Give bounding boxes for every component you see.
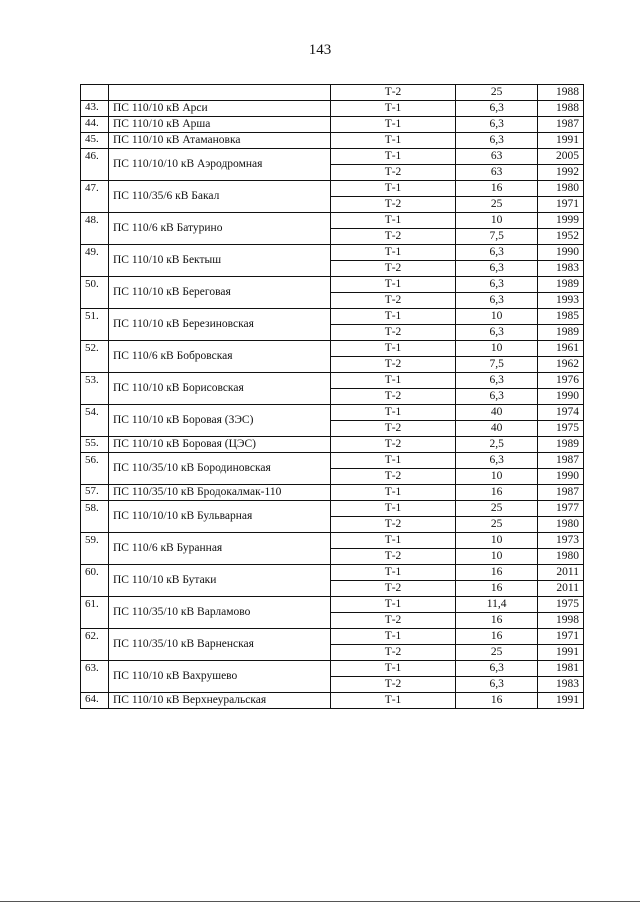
power-cell: 10: [456, 213, 538, 229]
transformer-cell: Т-2: [330, 517, 456, 533]
power-cell: 25: [456, 85, 538, 101]
year-cell: 1991: [538, 133, 584, 149]
year-cell: 2011: [538, 565, 584, 581]
table-row: [81, 133, 584, 149]
substation-name-cell: ПС 110/10 кВ Береговая: [108, 277, 330, 309]
table-row: [81, 149, 584, 165]
year-cell: 2005: [538, 149, 584, 165]
year-cell: 1988: [538, 101, 584, 117]
substation-name-cell: ПС 110/35/10 кВ Варненская: [108, 629, 330, 661]
transformer-cell: Т-2: [330, 357, 456, 373]
row-number-cell: 52.: [81, 341, 109, 373]
year-cell: 1971: [538, 197, 584, 213]
transformer-cell: Т-1: [330, 597, 456, 613]
row-number-cell: 63.: [81, 661, 109, 693]
power-cell: 6,3: [456, 261, 538, 277]
page-number: 143: [308, 42, 332, 58]
year-cell: 1987: [538, 117, 584, 133]
transformer-cell: Т-1: [330, 133, 456, 149]
substation-name-cell: ПС 110/10 кВ Атамановка: [108, 133, 330, 149]
power-cell: 10: [456, 341, 538, 357]
table-row: [81, 485, 584, 501]
row-number-cell: 53.: [81, 373, 109, 405]
transformer-cell: Т-1: [330, 485, 456, 501]
power-cell: 6,3: [456, 245, 538, 261]
power-cell: 10: [456, 309, 538, 325]
transformer-cell: Т-1: [330, 453, 456, 469]
transformer-cell: Т-1: [330, 661, 456, 677]
substation-name-cell: ПС 110/10 кВ Борисовская: [108, 373, 330, 405]
substation-name-cell: ПС 110/35/10 кВ Варламово: [108, 597, 330, 629]
substation-name-cell: ПС 110/10 кВ Верхнеуральская: [108, 693, 330, 709]
substation-name-cell: ПС 110/35/10 кВ Бородиновская: [108, 453, 330, 485]
transformer-cell: Т-1: [330, 277, 456, 293]
table-row: [81, 437, 584, 453]
page-bottom-edge: [0, 901, 640, 902]
transformer-cell: Т-1: [330, 629, 456, 645]
row-number-cell: 47.: [81, 181, 109, 213]
power-cell: 40: [456, 421, 538, 437]
year-cell: 1989: [538, 325, 584, 341]
table-body: [81, 85, 584, 709]
power-cell: 10: [456, 469, 538, 485]
substation-name-cell: ПС 110/6 кВ Буранная: [108, 533, 330, 565]
transformer-cell: Т-1: [330, 373, 456, 389]
transformer-cell: Т-2: [330, 421, 456, 437]
power-cell: 6,3: [456, 373, 538, 389]
year-cell: 1973: [538, 533, 584, 549]
year-cell: 1962: [538, 357, 584, 373]
transformer-cell: Т-2: [330, 581, 456, 597]
year-cell: 1983: [538, 677, 584, 693]
transformer-cell: Т-1: [330, 693, 456, 709]
table-row: [81, 693, 584, 709]
transformer-cell: Т-2: [330, 469, 456, 485]
row-number-cell: 61.: [81, 597, 109, 629]
transformer-cell: Т-2: [330, 293, 456, 309]
table-row: [81, 597, 584, 613]
power-cell: 16: [456, 581, 538, 597]
transformer-cell: Т-1: [330, 117, 456, 133]
substation-name-cell: [108, 85, 330, 101]
transformer-cell: Т-1: [330, 245, 456, 261]
row-number-cell: 58.: [81, 501, 109, 533]
transformer-cell: Т-1: [330, 341, 456, 357]
substation-table: [80, 84, 584, 709]
substation-name-cell: ПС 110/10/10 кВ Аэродромная: [108, 149, 330, 181]
row-number-cell: 57.: [81, 485, 109, 501]
table-row: [81, 629, 584, 645]
power-cell: 16: [456, 613, 538, 629]
power-cell: 25: [456, 645, 538, 661]
power-cell: 63: [456, 165, 538, 181]
transformer-cell: Т-1: [330, 101, 456, 117]
substation-name-cell: ПС 110/10 кВ Боровая (ЦЭС): [108, 437, 330, 453]
year-cell: 1976: [538, 373, 584, 389]
year-cell: 1990: [538, 469, 584, 485]
year-cell: 1987: [538, 485, 584, 501]
power-cell: 16: [456, 565, 538, 581]
table-row: [81, 277, 584, 293]
continuation-row: [81, 85, 584, 101]
row-number-cell: 48.: [81, 213, 109, 245]
transformer-cell: Т-2: [330, 197, 456, 213]
transformer-cell: Т-2: [330, 677, 456, 693]
row-number-cell: 50.: [81, 277, 109, 309]
power-cell: 6,3: [456, 117, 538, 133]
power-cell: 25: [456, 501, 538, 517]
power-cell: 25: [456, 197, 538, 213]
year-cell: 1991: [538, 645, 584, 661]
substation-name-cell: ПС 110/10 кВ Боровая (ЗЭС): [108, 405, 330, 437]
year-cell: 1998: [538, 613, 584, 629]
power-cell: 7,5: [456, 357, 538, 373]
power-cell: 6,3: [456, 133, 538, 149]
transformer-cell: Т-2: [330, 261, 456, 277]
year-cell: 1987: [538, 453, 584, 469]
year-cell: 1999: [538, 213, 584, 229]
power-cell: 2,5: [456, 437, 538, 453]
substation-name-cell: ПС 110/10 кВ Арси: [108, 101, 330, 117]
power-cell: 40: [456, 405, 538, 421]
transformer-cell: Т-1: [330, 405, 456, 421]
year-cell: 1989: [538, 277, 584, 293]
row-number-cell: 49.: [81, 245, 109, 277]
year-cell: 1992: [538, 165, 584, 181]
year-cell: 1980: [538, 517, 584, 533]
row-number-cell: 64.: [81, 693, 109, 709]
power-cell: 10: [456, 549, 538, 565]
table-row: [81, 405, 584, 421]
year-cell: 1971: [538, 629, 584, 645]
substation-name-cell: ПС 110/6 кВ Батурино: [108, 213, 330, 245]
row-number-cell: 62.: [81, 629, 109, 661]
row-number-cell: 43.: [81, 101, 109, 117]
table-row: [81, 453, 584, 469]
transformer-cell: Т-2: [330, 165, 456, 181]
year-cell: 1989: [538, 437, 584, 453]
substation-name-cell: ПС 110/10 кВ Бектыш: [108, 245, 330, 277]
table-row: [81, 213, 584, 229]
row-number-cell: 45.: [81, 133, 109, 149]
power-cell: 6,3: [456, 453, 538, 469]
year-cell: 1991: [538, 693, 584, 709]
table-row: [81, 245, 584, 261]
row-number-cell: [81, 85, 109, 101]
table-row: [81, 661, 584, 677]
year-cell: 1988: [538, 85, 584, 101]
power-cell: 25: [456, 517, 538, 533]
power-cell: 16: [456, 693, 538, 709]
transformer-cell: Т-1: [330, 181, 456, 197]
year-cell: 1990: [538, 389, 584, 405]
table-row: [81, 117, 584, 133]
year-cell: 1975: [538, 421, 584, 437]
transformer-cell: Т-1: [330, 213, 456, 229]
power-cell: 6,3: [456, 101, 538, 117]
year-cell: 1993: [538, 293, 584, 309]
transformer-cell: Т-1: [330, 533, 456, 549]
transformer-cell: Т-2: [330, 325, 456, 341]
transformer-cell: Т-1: [330, 149, 456, 165]
substation-name-cell: ПС 110/10 кВ Арша: [108, 117, 330, 133]
table-row: [81, 101, 584, 117]
year-cell: 1974: [538, 405, 584, 421]
power-cell: 6,3: [456, 677, 538, 693]
year-cell: 1961: [538, 341, 584, 357]
year-cell: 1983: [538, 261, 584, 277]
transformer-cell: Т-2: [330, 549, 456, 565]
transformer-cell: Т-1: [330, 501, 456, 517]
year-cell: 1990: [538, 245, 584, 261]
year-cell: 1981: [538, 661, 584, 677]
row-number-cell: 44.: [81, 117, 109, 133]
table-row: [81, 373, 584, 389]
row-number-cell: 46.: [81, 149, 109, 181]
table-row: [81, 565, 584, 581]
year-cell: 2011: [538, 581, 584, 597]
transformer-cell: Т-2: [330, 437, 456, 453]
power-cell: 16: [456, 629, 538, 645]
table-row: [81, 181, 584, 197]
power-cell: 16: [456, 181, 538, 197]
power-cell: 6,3: [456, 325, 538, 341]
year-cell: 1952: [538, 229, 584, 245]
transformer-cell: Т-2: [330, 389, 456, 405]
substation-name-cell: ПС 110/10/10 кВ Бульварная: [108, 501, 330, 533]
transformer-cell: Т-2: [330, 645, 456, 661]
power-cell: 7,5: [456, 229, 538, 245]
table-row: [81, 501, 584, 517]
transformer-cell: Т-2: [330, 613, 456, 629]
power-cell: 6,3: [456, 661, 538, 677]
transformer-cell: Т-2: [330, 229, 456, 245]
year-cell: 1975: [538, 597, 584, 613]
row-number-cell: 54.: [81, 405, 109, 437]
substation-name-cell: ПС 110/35/6 кВ Бакал: [108, 181, 330, 213]
table-row: [81, 341, 584, 357]
year-cell: 1980: [538, 549, 584, 565]
power-cell: 63: [456, 149, 538, 165]
power-cell: 10: [456, 533, 538, 549]
power-cell: 16: [456, 485, 538, 501]
table-row: [81, 309, 584, 325]
power-cell: 6,3: [456, 293, 538, 309]
row-number-cell: 59.: [81, 533, 109, 565]
substation-name-cell: ПС 110/10 кВ Бутаки: [108, 565, 330, 597]
substation-name-cell: ПС 110/6 кВ Бобровская: [108, 341, 330, 373]
table-row: [81, 533, 584, 549]
power-cell: 6,3: [456, 389, 538, 405]
row-number-cell: 51.: [81, 309, 109, 341]
substation-name-cell: ПС 110/10 кВ Вахрушево: [108, 661, 330, 693]
year-cell: 1980: [538, 181, 584, 197]
transformer-cell: Т-2: [330, 85, 456, 101]
row-number-cell: 60.: [81, 565, 109, 597]
power-cell: 11,4: [456, 597, 538, 613]
power-cell: 6,3: [456, 277, 538, 293]
row-number-cell: 56.: [81, 453, 109, 485]
transformer-cell: Т-1: [330, 309, 456, 325]
substation-name-cell: ПС 110/35/10 кВ Бродокалмак-110: [108, 485, 330, 501]
year-cell: 1985: [538, 309, 584, 325]
year-cell: 1977: [538, 501, 584, 517]
substation-name-cell: ПС 110/10 кВ Березиновская: [108, 309, 330, 341]
transformer-cell: Т-1: [330, 565, 456, 581]
row-number-cell: 55.: [81, 437, 109, 453]
